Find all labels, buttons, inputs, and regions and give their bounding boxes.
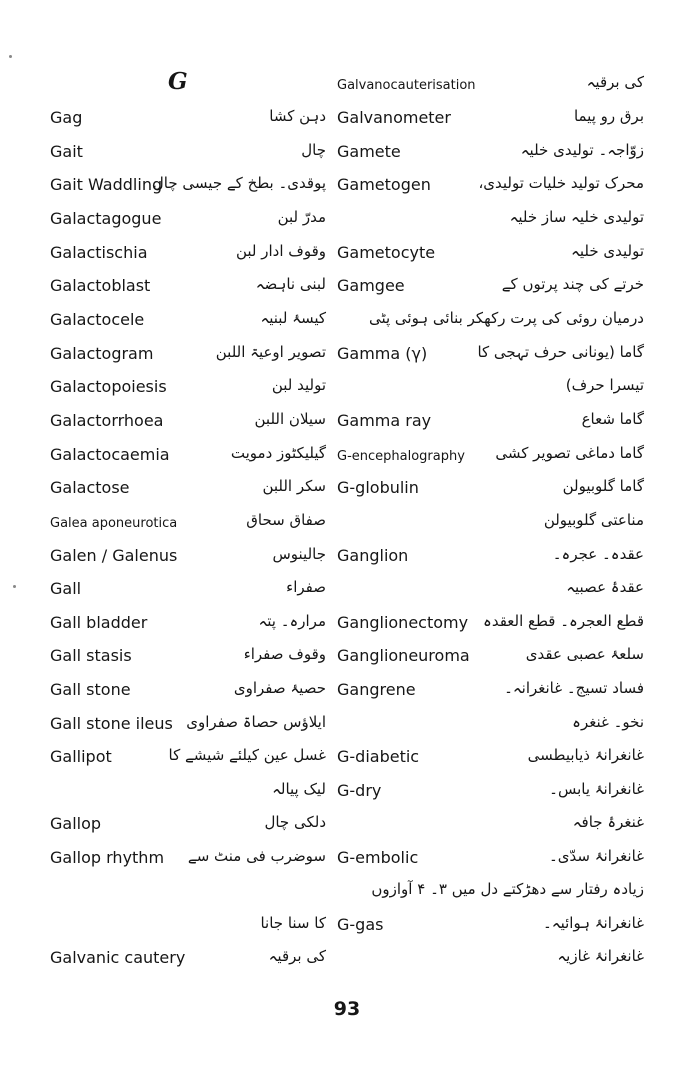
scan-speck (9, 55, 12, 58)
left-definition: لبنی ناہضہ (255, 275, 326, 293)
left-term: Galvanic cautery (50, 948, 186, 967)
left-term: Galea aponeurotica (50, 516, 178, 531)
left-definition: وقوف صفراء (243, 645, 326, 663)
right-definition: غانغرانۂ سدّی۔ (549, 847, 644, 865)
left-term: Galactopoiesis (50, 377, 167, 396)
left-definition: چال (301, 141, 326, 159)
right-definition: غانغرانۂ یابس۔ (549, 780, 644, 798)
left-term: Gag (50, 108, 83, 127)
right-definition: مناعتی گلوبیولن (543, 511, 644, 529)
left-definition: کا سنا جانا (260, 914, 326, 932)
right-definition: نخو۔ غنغرہ (572, 713, 644, 731)
right-term: Gamma ray (337, 411, 432, 430)
left-definition: پوقدی۔ بطخ کے جیسی چال (152, 174, 326, 192)
right-definition: گاما شعاع (581, 410, 644, 428)
left-definition: جالینوس (272, 545, 326, 563)
left-term: Galactose (50, 478, 130, 497)
left-definition: سوضرب فی منٹ سے (187, 847, 326, 865)
page-number: 93 (333, 998, 361, 1020)
right-definition: عقدۂ عصبیہ (566, 578, 644, 596)
right-term: G-globulin (337, 478, 419, 497)
left-definition: سیلان اللبن (254, 410, 326, 428)
right-definition: تیسرا حرف) (565, 376, 644, 394)
right-definition: درمیان روئی کی پرت رکھکر بنائی ہوئی پٹی (368, 309, 644, 327)
left-term: Gait (50, 142, 83, 161)
left-definition: وقوف ادار لبن (235, 242, 326, 260)
right-term: Galvanometer (337, 108, 451, 127)
left-definition: حصیۂ صفراوی (233, 679, 326, 697)
left-term: Gall stone (50, 680, 131, 699)
right-term: G-diabetic (337, 747, 420, 766)
right-definition: غنغرۂ جافہ (572, 813, 644, 831)
left-term: Galactocaemia (50, 445, 170, 464)
right-definition: گاما (یونانی حرف تہجی کا (477, 343, 644, 361)
right-term: Galvanocauterisation (337, 78, 476, 93)
right-term: Gamgee (337, 276, 405, 295)
left-term: Galactorrhoea (50, 411, 164, 430)
right-term: G-encephalography (337, 449, 465, 464)
left-definition: سکر اللبن (262, 477, 326, 495)
right-definition: گاما گلوبیولن (562, 477, 644, 495)
right-term: Ganglionectomy (337, 613, 469, 632)
left-term: Gall stasis (50, 646, 132, 665)
right-term: G-embolic (337, 848, 419, 867)
left-definition: کی برقیہ (268, 947, 326, 965)
left-term: Galen / Galenus (50, 546, 178, 565)
right-definition: تولیدی خلیہ ساز خلیہ (509, 208, 644, 226)
left-term: Gallop (50, 814, 102, 833)
left-term: Gait Waddling (50, 175, 163, 194)
left-definition: مدرّ لبن (277, 208, 326, 226)
right-definition: خرتے کی چند پرتوں کے (501, 275, 644, 293)
left-term: Gall stone ileus (50, 714, 173, 733)
right-term: Gamete (337, 142, 401, 161)
left-definition: گیلیکٹوز دمویت (230, 444, 326, 462)
right-definition: عقدہ۔ عجرہ۔ (552, 545, 644, 563)
left-term: Galactocele (50, 310, 145, 329)
left-definition: ایلاؤس حصاۃ صفراوی (186, 713, 326, 731)
right-definition: کی برقیہ (586, 73, 644, 91)
right-term: G-dry (337, 781, 382, 800)
right-definition: غانغرانۂ غازیہ (557, 947, 644, 965)
left-term: Gall (50, 579, 82, 598)
right-term: G-gas (337, 915, 384, 934)
scan-speck (13, 585, 16, 588)
right-term: Gametocyte (337, 243, 436, 262)
left-term: Galactischia (50, 243, 148, 262)
right-definition: محرک تولید خلیات تولیدی، (478, 174, 644, 192)
right-definition: گاما دماغی تصویر کشی (495, 444, 644, 462)
left-definition: تولید لبن (271, 376, 326, 394)
left-definition: دہن کشا (269, 107, 326, 125)
right-definition: فساد تسیج۔ غانغرانہ۔ (504, 679, 644, 697)
left-definition: غسل عین کیلئے شیشے کا (168, 746, 326, 764)
right-definition: سلعۂ عصبی عقدی (525, 645, 644, 663)
left-term: Galactogram (50, 344, 154, 363)
section-letter: G (168, 68, 188, 95)
left-term: Galactoblast (50, 276, 151, 295)
left-definition: صفاق سحاق (246, 511, 326, 529)
right-term: Ganglion (337, 546, 409, 565)
left-term: Gallipot (50, 747, 112, 766)
right-definition: برق رو پیما (573, 107, 644, 125)
left-term: Gall bladder (50, 613, 148, 632)
right-definition: زوّاجہ۔ تولیدی خلیہ (520, 141, 644, 159)
left-term: Galactagogue (50, 209, 162, 228)
right-definition: تولیدی خلیہ (571, 242, 644, 260)
right-term: Gamma (γ) (337, 344, 428, 363)
left-definition: مرارہ۔ پتہ (258, 612, 326, 630)
right-term: Ganglioneuroma (337, 646, 470, 665)
right-term: Gangrene (337, 680, 416, 699)
left-definition: لیک پیالہ (272, 780, 326, 798)
left-definition: تصویر اوعیۃ اللبن (215, 343, 326, 361)
left-definition: صفراء (286, 578, 326, 596)
left-definition: زیادہ رفتار سے دھڑکتے دل میں ۳۔ ۴ آوازوں (371, 880, 644, 898)
right-definition: غانغرانۂ ہوائیہ۔ (543, 914, 644, 932)
right-term: Gametogen (337, 175, 431, 194)
right-definition: غانغرانۂ ذیابیطسی (527, 746, 644, 764)
right-definition: قطع العجرہ۔ قطع العقدہ (483, 612, 644, 630)
left-definition: کیسۂ لبنیہ (260, 309, 326, 327)
left-term: Gallop rhythm (50, 848, 165, 867)
left-definition: دلکی چال (264, 813, 326, 831)
